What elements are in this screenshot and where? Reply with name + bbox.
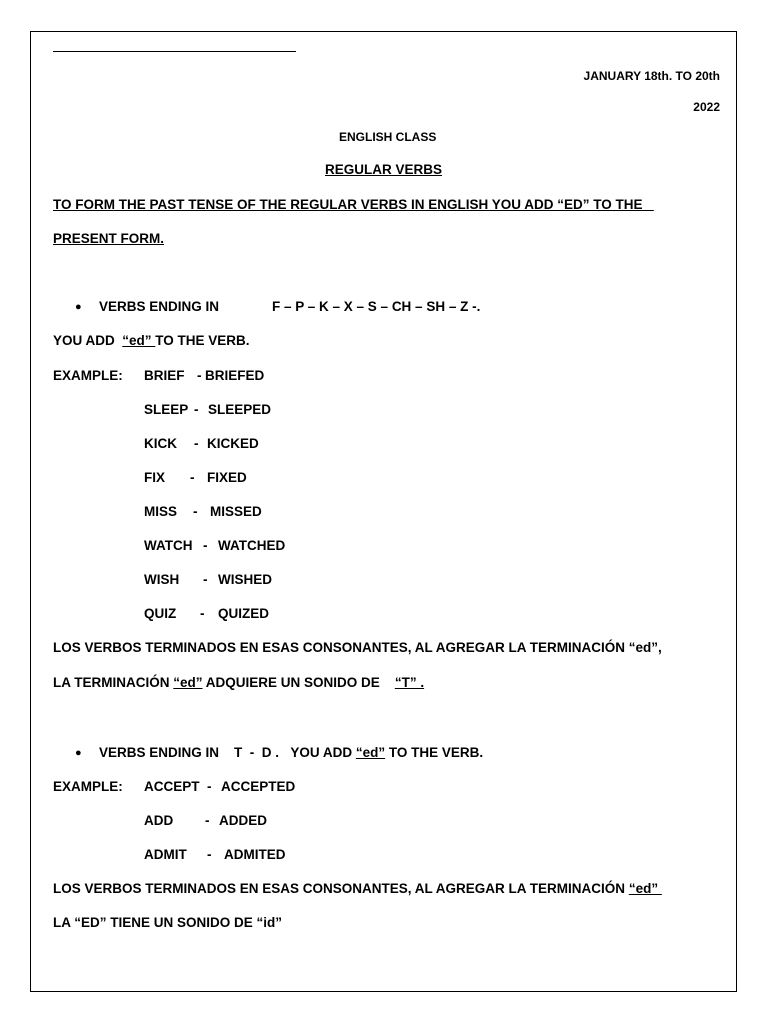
example-past: MISSED xyxy=(210,504,262,519)
example-sep: - xyxy=(203,572,208,587)
example-base: ADD xyxy=(144,813,174,828)
example-past: WATCHED xyxy=(218,538,286,553)
example-past: BRIEFED xyxy=(205,368,265,383)
example-sep: - xyxy=(194,402,199,417)
example-past: ADMITED xyxy=(224,847,286,862)
example-sep: - xyxy=(197,368,202,383)
bullet-icon: ● xyxy=(75,301,82,313)
note-prefix: LOS VERBOS TERMINADOS EN ESAS CONSONANTES, AL AGREGAR LA TERMINACIÓN xyxy=(53,881,626,896)
example-sep: - xyxy=(200,606,205,621)
example-base: SLEEP xyxy=(144,402,189,417)
section2-note-line-1 xyxy=(53,880,662,898)
example-base: WATCH xyxy=(144,538,193,553)
section1-consonants: F – P – K – X – S – CH – SH – Z -. xyxy=(272,299,481,314)
section2-example-label: EXAMPLE: xyxy=(53,779,123,794)
example-base: FIX xyxy=(144,470,166,485)
example-past: FIXED xyxy=(207,470,247,485)
example-sep: - xyxy=(207,779,212,794)
example-sep: - xyxy=(193,504,198,519)
example-sep: - xyxy=(190,470,195,485)
class-title: ENGLISH CLASS xyxy=(339,130,437,144)
section2-rule xyxy=(99,744,483,762)
section2-rule-ed: “ed” xyxy=(355,745,386,760)
rule-ed: “ed” xyxy=(122,333,156,348)
section1-example-label: EXAMPLE: xyxy=(53,368,123,383)
example-base: QUIZ xyxy=(144,606,177,621)
example-past: ACCEPTED xyxy=(221,779,296,794)
note-sound: “T” . xyxy=(394,675,425,690)
example-base: ACCEPT xyxy=(144,779,200,794)
section2-note-line-2: LA “ED” TIENE UN SONIDO DE “id” xyxy=(53,915,283,930)
bullet-icon: ● xyxy=(75,747,82,759)
example-base: ADMIT xyxy=(144,847,187,862)
note-ed: “ed” xyxy=(628,881,662,896)
example-base: MISS xyxy=(144,504,178,519)
example-past: KICKED xyxy=(207,436,259,451)
section1-rule xyxy=(53,332,250,350)
note-ed: “ed” xyxy=(173,675,203,690)
date-line-2: 2022 xyxy=(693,100,720,114)
note-prefix: LA TERMINACIÓN xyxy=(53,675,170,690)
intro-line-2: PRESENT FORM. xyxy=(53,231,165,246)
example-sep: - xyxy=(205,813,210,828)
section1-bullet-label: VERBS ENDING IN xyxy=(99,299,220,314)
topic-title: REGULAR VERBS xyxy=(325,162,443,177)
example-past: SLEEPED xyxy=(208,402,272,417)
section2-rule-prefix: YOU ADD xyxy=(290,745,353,760)
section2-bullet-label: VERBS ENDING IN xyxy=(99,745,220,760)
section2-consonants: T - D . xyxy=(234,745,280,760)
example-sep: - xyxy=(203,538,208,553)
rule-suffix: TO THE VERB. xyxy=(155,333,250,348)
example-past: ADDED xyxy=(219,813,268,828)
rule-prefix: YOU ADD xyxy=(53,333,115,348)
example-base: WISH xyxy=(144,572,180,587)
example-sep: - xyxy=(207,847,212,862)
section1-note-line-2 xyxy=(53,674,424,692)
intro-line-1: TO FORM THE PAST TENSE OF THE REGULAR VERBS IN ENGLISH YOU ADD “ED” TO THE xyxy=(53,197,654,212)
example-sep: - xyxy=(194,436,199,451)
example-past: QUIZED xyxy=(218,606,270,621)
name-blank-line xyxy=(53,51,296,52)
date-line-1: JANUARY 18th. TO 20th xyxy=(583,69,720,83)
section1-note-line-1: LOS VERBOS TERMINADOS EN ESAS CONSONANTES, AL AGREGAR LA TERMINACIÓN “ed”, xyxy=(53,640,662,655)
note-mid: ADQUIERE UN SONIDO DE xyxy=(205,675,380,690)
example-past: WISHED xyxy=(218,572,272,587)
section2-rule-suffix: TO THE VERB. xyxy=(388,745,484,760)
example-base: BRIEF xyxy=(144,368,185,383)
example-base: KICK xyxy=(144,436,177,451)
